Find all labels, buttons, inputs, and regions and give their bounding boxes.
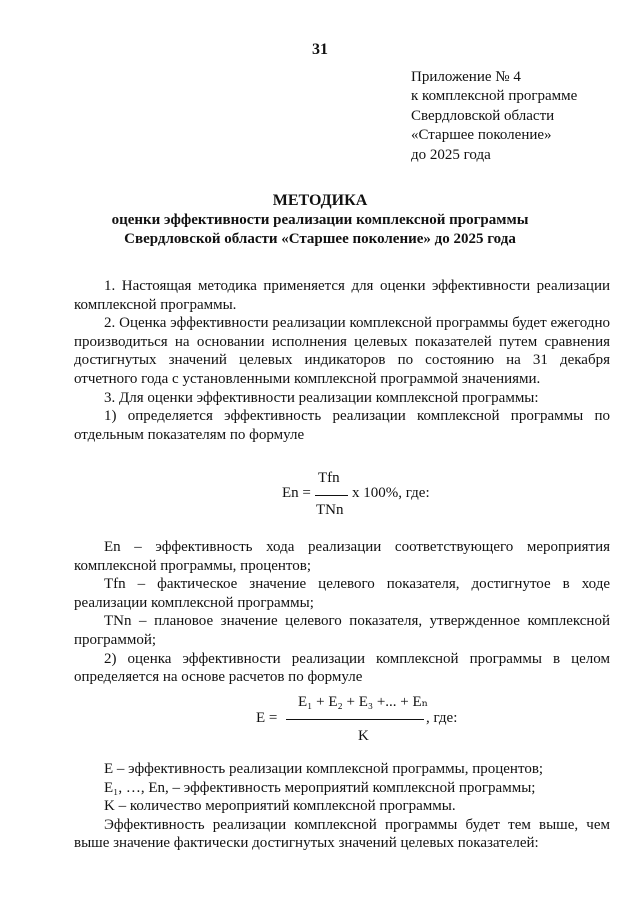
paragraph-2: 2. Оценка эффективности реализации комплексной программы будет ежегодно производиться на основании исполнения целевых показателей путем сравнения достигнутых значений целевых индикаторов по состоянию на 31 декабря отчетного года с установленными комплексной программой значениями. (74, 315, 610, 387)
appendix-line: до 2025 года (411, 146, 491, 163)
paragraph-1: 1. Настоящая методика применяется для оценки эффективности реализации комплексной программы. (74, 278, 610, 313)
paragraph-3-2: 2) оценка эффективности реализации комплексной программы в целом определяется на основе расчетов по формуле (74, 650, 610, 686)
formula-e-numerator: E₁ + E₂ + E₃ +... + Eₙ (298, 694, 429, 710)
appendix-header (411, 68, 577, 165)
appendix-line: «Старшее поколение» (411, 127, 552, 144)
formula-en-fraction-bar (315, 495, 348, 496)
appendix-line: к комплексной программе (411, 88, 578, 105)
formula-e-fraction-bar (286, 719, 424, 720)
formula-e-denominator: K (358, 728, 369, 744)
definition-en: En – эффективность хода реализации соответствующего мероприятия комплексной программы, процентов; (74, 539, 610, 574)
definition-k: K – количество мероприятий комплексной программы. (104, 798, 456, 815)
paragraph-conclusion: Эффективность реализации комплексной программы будет тем выше, чем выше значение фактически достигнутых значений целевых показателей: (74, 816, 610, 852)
subtitle-line: оценки эффективности реализации комплексной программы (111, 212, 529, 228)
paragraph-3-1: 1) определяется эффективность реализации комплексной программы по отдельным показателям по формуле (74, 408, 610, 443)
definition-tfn: Tfn – фактическое значение целевого показателя, достигнутое в ходе реализации комплексной программы; (74, 576, 610, 611)
appendix-line: Свердловской области (411, 107, 555, 124)
body-section-intro (74, 277, 610, 444)
definition-e: E – эффективность реализации комплексной программы, процентов; (104, 761, 544, 777)
paragraph-3: 3. Для оценки эффективности реализации комплексной программы: (104, 389, 539, 406)
formula-en-numerator: Tfn (318, 470, 340, 486)
definition-tnn: TNn – плановое значение целевого показателя, утвержденное комплексной программой; (74, 613, 610, 648)
formula-en-lhs: En = (282, 485, 311, 501)
appendix-line: Приложение № 4 (411, 69, 521, 85)
page-number: 31 (312, 41, 328, 58)
formula-e-lhs: E = (256, 710, 278, 726)
formula-en-rhs: x 100%, где: (352, 485, 430, 501)
formula-e (256, 690, 496, 746)
subtitle-line: Свердловской области «Старшее поколение» до 2025 года (124, 230, 516, 247)
definition-e1-en: E₁, …, En, – эффективность мероприятий комплексной программы; (104, 779, 536, 796)
body-section-conclusion (74, 760, 610, 853)
document-subtitle (0, 211, 640, 248)
document-title: МЕТОДИКА (272, 192, 368, 209)
formula-en (282, 470, 462, 522)
body-section-definitions (74, 538, 610, 687)
formula-en-denominator: TNn (316, 502, 344, 518)
formula-e-rhs: , где: (426, 710, 458, 726)
